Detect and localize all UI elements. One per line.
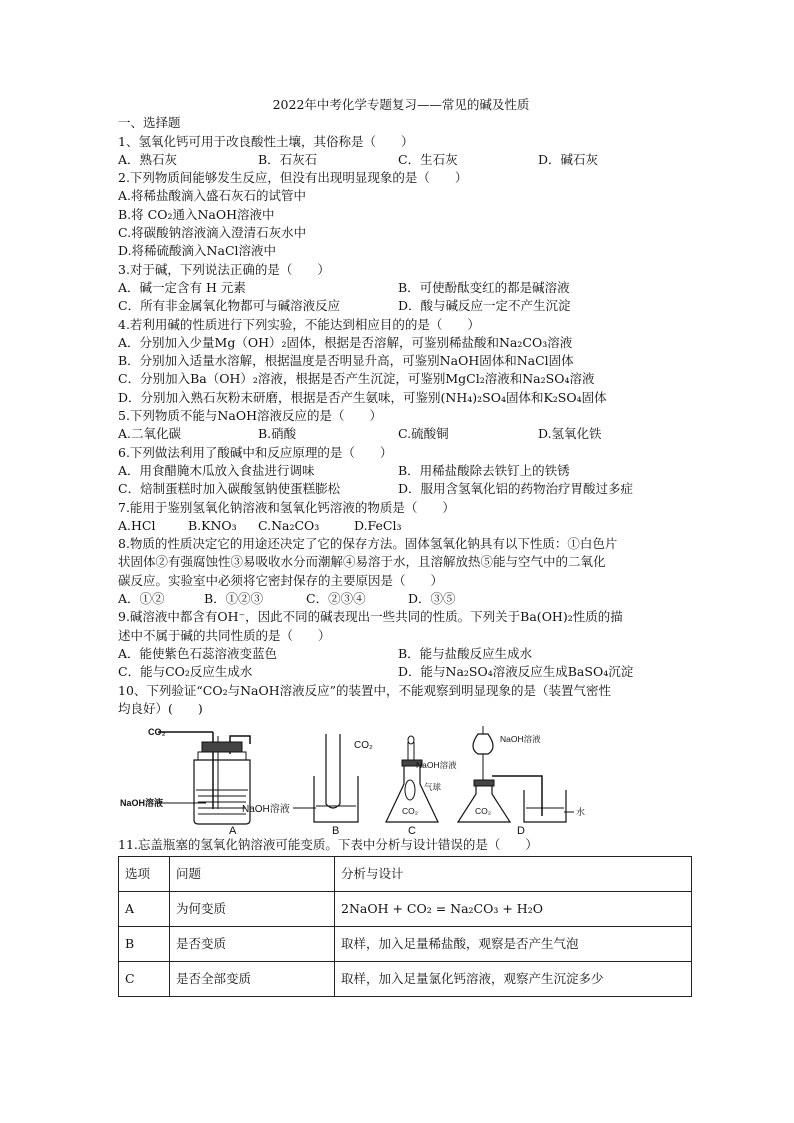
balloon-label: 气球: [424, 782, 442, 793]
section-heading: 一、选择题: [118, 115, 181, 131]
water-label: 水: [576, 807, 586, 818]
option: A．碱一定含有 H 元素: [118, 279, 246, 295]
table-row: [119, 962, 692, 997]
co2-label-b: CO₂: [354, 740, 373, 752]
option: A．熟石灰: [118, 151, 178, 167]
q10-line: 10、下列验证“CO₂与NaOH溶液反应”的装置中，不能观察到明显现象的是（装置气密性: [118, 682, 612, 698]
q6-options-row1: [118, 462, 684, 480]
option: C．生石灰: [398, 151, 458, 167]
option: B．能与盐酸反应生成水: [398, 645, 533, 661]
table-cell: 取样，加入足量氯化钙溶液，观察产生沉淀多少: [335, 962, 692, 997]
option: D．服用含氢氧化铝的药物治疗胃酸过多症: [398, 481, 634, 497]
q7-stem: 7.能用于鉴别氢氧化钠溶液和氢氧化钙溶液的物质是（ ）: [118, 499, 455, 515]
option: A.HCl: [118, 517, 156, 533]
option: D.FeCl₃: [354, 517, 402, 533]
table-header: 问题: [170, 857, 335, 892]
naoh-label-d: NaOH溶液: [500, 734, 541, 745]
option: C．能与CO₂反应生成水: [118, 664, 253, 680]
option: A．①②: [118, 591, 165, 607]
q8-line: 8.物质的性质决定它的用途还决定了它的保存方法。固体氢氧化钠具有以下性质：①白色片: [118, 536, 618, 552]
option: B．分别加入适量水溶解，根据温度是否明显升高，可鉴别NaOH固体和NaCl固体: [118, 353, 574, 369]
table-header-row: [119, 857, 692, 892]
q3-stem: 3.对于碱，下列说法正确的是（ ）: [118, 261, 330, 277]
option: A．分别加入少量Mg（OH）₂固体，根据是否溶解，可鉴别稀盐酸和Na₂CO₃溶液: [118, 334, 573, 350]
table-cell: 是否变质: [170, 927, 335, 962]
table-row: [119, 892, 692, 927]
option: D．分别加入熟石灰粉末研磨，根据是否产生氨味，可鉴别(NH₄)₂SO₄固体和K₂SO₄固体: [118, 389, 607, 405]
q5-options: [118, 425, 684, 443]
q7-options: [118, 517, 684, 535]
option: B．石灰石: [258, 151, 318, 167]
apparatus-a: [120, 727, 250, 836]
option: B．①②③: [204, 591, 264, 607]
co2-label-a: CO₂: [148, 727, 166, 738]
q1-options: [118, 151, 684, 169]
table-cell: A: [119, 892, 170, 927]
naoh-label-a: NaOH溶液: [120, 798, 164, 809]
q6-options-row2: [118, 480, 684, 498]
option: D.氢氧化铁: [538, 426, 602, 442]
q8-options: [118, 590, 684, 608]
table-cell: 是否全部变质: [170, 962, 335, 997]
apparatus-b: [242, 734, 373, 836]
apparatus-c: [386, 736, 457, 836]
option: B.KNO₃: [188, 517, 237, 533]
co2-label-c: CO₂: [402, 806, 419, 817]
option: A.二氧化碳: [118, 426, 182, 442]
option: C.将碳酸钠溶液滴入澄清石灰水中: [118, 225, 307, 241]
option: D．碱石灰: [538, 151, 599, 167]
table-cell: 取样，加入足量稀盐酸，观察是否产生气泡: [335, 927, 692, 962]
apparatus-svg: [118, 724, 588, 836]
label-b: B: [332, 825, 340, 837]
naoh-label-b: NaOH溶液: [242, 804, 290, 816]
table-cell: 2NaOH + CO₂ = Na₂CO₃ + H₂O: [335, 892, 692, 927]
exam-page: [118, 96, 684, 997]
option: C．焙制蛋糕时加入碳酸氢钠使蛋糕膨松: [118, 481, 341, 497]
option: A.将稀盐酸滴入盛石灰石的试管中: [118, 188, 307, 204]
option: D．③⑤: [408, 591, 456, 607]
q9-options-row2: [118, 663, 684, 681]
option: D．能与Na₂SO₄溶液反应生成BaSO₄沉淀: [398, 664, 634, 680]
option: C．分别加入Ba（OH）₂溶液，根据是否产生沉淀，可鉴别MgCl₂溶液和Na₂SO₄溶液: [118, 371, 595, 387]
option: B．可使酚酞变红的都是碱溶液: [398, 279, 570, 295]
q9-options-row1: [118, 645, 684, 663]
q5-stem: 5.下列物质不能与NaOH溶液反应的是（ ）: [118, 408, 382, 424]
q8-line: 状固体②有强腐蚀性③易吸收水分而潮解④易溶于水，且溶解放热⑤能与空气中的二氧化: [118, 554, 606, 570]
q2-stem: 2.下列物质间能够发生反应，但没有出现明显现象的是（ ）: [118, 170, 468, 186]
q3-options-row2: [118, 297, 684, 315]
q8-line: 碳反应。实验室中必须将它密封保存的主要原因是（ ）: [118, 572, 444, 588]
table-row: [119, 927, 692, 962]
q1-stem: 1、氢氧化钙可用于改良酸性土壤，其俗称是（ ）: [118, 133, 414, 149]
q4-stem: 4.若利用碱的性质进行下列实验，不能达到相应目的的是（ ）: [118, 316, 480, 332]
q11-stem: 11.忘盖瓶塞的氢氧化钠溶液可能变质。下表中分析与设计错误的是（ ）: [118, 837, 538, 853]
label-d: D: [517, 825, 525, 837]
label-c: C: [408, 825, 416, 837]
option: A．用食醋腌木瓜放入食盐进行调味: [118, 462, 315, 478]
table-cell: 为何变质: [170, 892, 335, 927]
q10-line: 均良好）( ): [118, 700, 203, 716]
option: C.Na₂CO₃: [258, 517, 320, 533]
option: C．所有非金属氧化物都可与碱溶液反应: [118, 298, 341, 314]
table-header: 选项: [119, 857, 170, 892]
q6-stem: 6.下列做法利用了酸碱中和反应原理的是（ ）: [118, 444, 393, 460]
page-title: 2022年中考化学专题复习——常见的碱及性质: [272, 97, 530, 112]
table-cell: C: [119, 962, 170, 997]
option: A．能使紫色石蕊溶液变蓝色: [118, 645, 278, 661]
option: D.将稀硫酸滴入NaCl溶液中: [118, 243, 277, 259]
option: B．用稀盐酸除去铁钉上的铁锈: [398, 462, 570, 478]
naoh-label-c: NaOH溶液: [416, 760, 457, 771]
label-a: A: [229, 825, 237, 837]
apparatus-d: [458, 726, 585, 836]
option: C．②③④: [306, 591, 366, 607]
co2-label-d: CO₂: [475, 806, 492, 817]
q9-line: 述中不属于碱的共同性质的是（ ）: [118, 627, 331, 643]
option: D．酸与碱反应一定不产生沉淀: [398, 298, 571, 314]
option: B.硝酸: [258, 426, 297, 442]
table-cell: B: [119, 927, 170, 962]
q3-options-row1: [118, 279, 684, 297]
q11-table: [118, 856, 692, 997]
option: B.将 CO₂通入NaOH溶液中: [118, 206, 275, 222]
apparatus-diagram: [118, 724, 684, 836]
option: C.硫酸铜: [398, 426, 449, 442]
q9-line: 9.碱溶液中都含有OH⁻，因此不同的碱表现出一些共同的性质。下列关于Ba(OH)₂性质的描: [118, 609, 623, 625]
table-header: 分析与设计: [335, 857, 692, 892]
